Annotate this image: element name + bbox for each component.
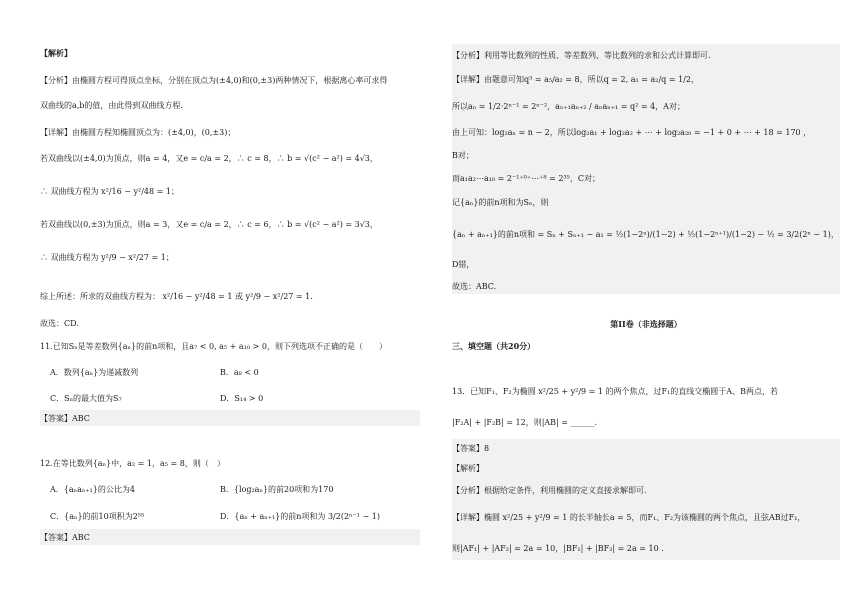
q13-last: 则|AF₁| + |AF₂| = 2a = 10，|BF₁| + |BF₂| = 2a = 10 . [452, 544, 664, 553]
q12-stem: 12.在等比数列{aₙ}中，a₂ = 1，a₅ = 8，则（ ） [40, 459, 225, 468]
q13-xiangjie: 【详解】椭圆 x²/25 + y²/9 = 1 的长半轴长a = 5，而F₁、F₂为该椭圆的两个焦点，且弦AB过F₁， [452, 513, 806, 522]
xiangjie-line1 [40, 127, 235, 138]
summary-prefix: 综上所述：所求的双曲线方程为： [40, 292, 160, 301]
q11-option-d: D．S₁₄ > 0 [220, 394, 264, 403]
eq1-formula: x²/16 − y²/48 = 1； [101, 187, 179, 196]
q13-answer: 【答案】8 [452, 444, 490, 453]
q13-solution-box [452, 439, 840, 560]
eq2-formula: y²/9 − x²/27 = 1； [101, 253, 174, 262]
xiangjie-text1: 由椭圆方程知椭圆顶点为：(±4,0)，(0,±3)； [72, 128, 236, 137]
fenxi-tag: 【分析】 [40, 76, 72, 85]
fenxi-line1 [40, 75, 387, 86]
r-line7: {aₙ + aₙ₊₁}的前n项和 = Sₙ + Sₙ₊₁ − a₁ = ½(1−2ⁿ)/(1−2) + ½(1−2ⁿ⁺¹)/(1−2) − ½ = 3/2(2ⁿ − 1)， [452, 230, 839, 239]
r-fenxi: 【分析】利用等比数列的性质、等差数列、等比数列的求和公式计算即可. [452, 51, 711, 60]
eq1-line [40, 186, 179, 197]
r-line3: 由上可知：log₂aₙ = n − 2，所以log₂a₁ + log₂a₂ + ⋯ + log₂a₂₀ = −1 + 0 + ⋯ + 18 = 170 ， [452, 128, 812, 137]
q13-fenxi: 【分析】根据给定条件，利用椭圆的定义直接求解即可. [452, 486, 647, 495]
xiangjie-tag: 【详解】 [40, 128, 72, 137]
q12-option-a: A．{aₙaₙ₊₁}的公比为4 [50, 485, 135, 494]
q12-answer: 【答案】ABC [40, 533, 90, 542]
q11-answer-box [40, 410, 420, 426]
q11-stem: 11.已知Sₙ是等差数列{aₙ}的前n项和，且a₇ < 0, a₅ + a₁₀ > 0，则下列选项不正确的是（ ） [40, 342, 387, 351]
q11-option-c: C．Sₙ的最大值为S₇ [50, 394, 122, 403]
q13-line1: 13．已知F₁、F₂为椭圆 x²/25 + y²/9 = 1 的两个焦点，过F₁的直线交椭圆于A、B两点，若 [452, 387, 778, 396]
r-line6: 记{aₙ}的前n项和为Sₙ，则 [452, 198, 549, 207]
q11-option-b: B．a₈ < 0 [220, 368, 259, 377]
q12-answer-box [40, 529, 420, 545]
q12-option-b: B．{log₂aₙ}的前20项和为170 [220, 485, 334, 494]
case2-line: 若双曲线以(0,±3)为顶点，则a = 3，又e = c/a = 2，∴ c = 6，∴ b = √(c² − a²) = 3√3， [40, 220, 378, 229]
r-line4: B对； [452, 151, 474, 160]
q11-option-a: A．数列{aₙ}为递减数列 [50, 368, 139, 377]
fenxi-text1: 由椭圆方程可得顶点坐标，分别在顶点为(±4,0)和(0,±3)两种情况下，根据离心率可求得 [72, 76, 388, 85]
q13-jiexi: 【解析】 [452, 464, 484, 473]
section3-title: 三、填空题（共20分） [452, 341, 536, 351]
eq1-prefix: ∴ 双曲线方程为 [40, 187, 99, 196]
jiexi-tag: 【解析】 [40, 48, 72, 58]
r-xiangjie1: 【详解】由题意可知q³ = a₅/a₂ = 8，所以q = 2, a₁ = a₂/q = 1/2， [452, 75, 699, 84]
r-line2: 所以aₙ = 1/2·2ⁿ⁻¹ = 2ⁿ⁻²，aₙ₊₁aₙ₊₂ / aₙaₙ₊₁ = q² = 4，A对； [452, 102, 685, 111]
q12-option-d: D．{aₙ + aₙ₊₁}的前n项和为 3/2(2ⁿ⁻¹ − 1) [220, 512, 380, 521]
q13-line2: |F₂A| + |F₂B| = 12，则|AB| = ______. [452, 418, 598, 427]
eq2-prefix: ∴ 双曲线方程为 [40, 253, 99, 262]
r-line8: D错， [452, 260, 475, 269]
choice-line: 故选：CD. [40, 319, 79, 328]
section-title: 第II卷（非选择题） [610, 319, 682, 329]
q12-option-c: C．{aₙ}的前10项积为2⁵⁵ [50, 512, 145, 521]
eq2-line [40, 252, 174, 263]
q11-answer: 【答案】ABC [40, 414, 90, 423]
r-line5: 而a₁a₂⋯a₁₀ = 2⁻¹⁺⁰⁺⋯⁺⁸ = 2³⁵，C对； [452, 174, 600, 183]
summary-formula: x²/16 − y²/48 = 1 或 y²/9 − x²/27 = 1. [162, 292, 313, 301]
fenxi-line2: 双曲线的a,b的值，由此得到双曲线方程. [40, 101, 183, 110]
summary-line [40, 291, 313, 302]
case1-line: 若双曲线以(±4,0)为顶点，则a = 4，又e = c/a = 2，∴ c = 8，∴ b = √(c² − a²) = 4√3， [40, 154, 378, 163]
r-line9: 故选：ABC. [452, 282, 497, 291]
